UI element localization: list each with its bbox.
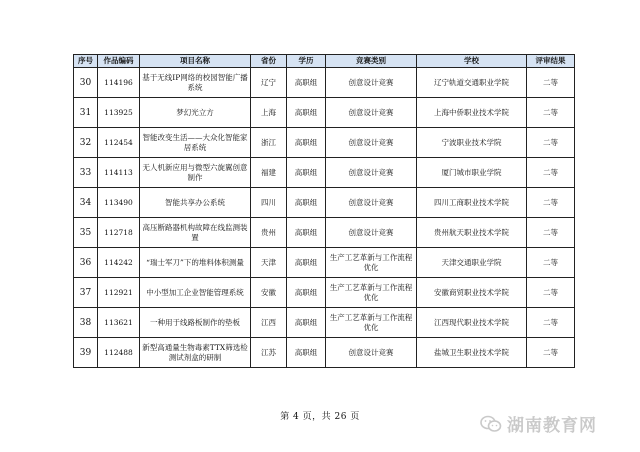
- cell-category: 生产工艺革新与工作流程优化: [326, 278, 417, 308]
- cell-province: 上海: [251, 98, 287, 128]
- cell-result: 二等: [527, 98, 575, 128]
- cell-project: 梦幻光立方: [140, 98, 251, 128]
- cell-seq: 39: [74, 338, 98, 368]
- cell-province: 安徽: [251, 278, 287, 308]
- cell-project: 高压断路器机构故障在线监测装置: [140, 218, 251, 248]
- cell-level: 高职组: [287, 188, 326, 218]
- cell-province: 辽宁: [251, 68, 287, 98]
- cell-code: 113490: [98, 188, 140, 218]
- cell-project: 新型高通量生物毒素TTX筛选检测试剂盒的研制: [140, 338, 251, 368]
- cell-project: 基于无线IP网络的校园智能广播系统: [140, 68, 251, 98]
- header-project: 项目名称: [140, 55, 251, 68]
- cell-seq: 30: [74, 68, 98, 98]
- cell-school: 宁波职业技术学院: [417, 128, 527, 158]
- cell-code: 112454: [98, 128, 140, 158]
- watermark: [480, 411, 597, 436]
- header-result: 评审结果: [527, 55, 575, 68]
- cell-code: 112718: [98, 218, 140, 248]
- cell-result: 二等: [527, 308, 575, 338]
- cell-seq: 33: [74, 158, 98, 188]
- cell-school: 安徽商贸职业技术学院: [417, 278, 527, 308]
- table-row: [74, 158, 575, 188]
- cell-category: 创意设计竞赛: [326, 188, 417, 218]
- cell-code: 114242: [98, 248, 140, 278]
- table-row: [74, 188, 575, 218]
- cell-seq: 32: [74, 128, 98, 158]
- cell-seq: 31: [74, 98, 98, 128]
- cell-school: 江西现代职业技术学院: [417, 308, 527, 338]
- cell-province: 浙江: [251, 128, 287, 158]
- table-row: [74, 308, 575, 338]
- cell-category: 创意设计竞赛: [326, 128, 417, 158]
- cell-category: 创意设计竞赛: [326, 68, 417, 98]
- cell-province: 天津: [251, 248, 287, 278]
- cell-result: 二等: [527, 218, 575, 248]
- cell-school: 辽宁轨道交通职业学院: [417, 68, 527, 98]
- cell-level: 高职组: [287, 98, 326, 128]
- cell-result: 二等: [527, 188, 575, 218]
- cell-code: 112488: [98, 338, 140, 368]
- cell-result: 二等: [527, 128, 575, 158]
- cell-category: 生产工艺革新与工作流程优化: [326, 308, 417, 338]
- cell-project: 无人机新应用与微型六旋翼创意制作: [140, 158, 251, 188]
- cell-category: 创意设计竞赛: [326, 158, 417, 188]
- header-seq: 序号: [74, 55, 98, 68]
- table-row: [74, 248, 575, 278]
- cell-level: 高职组: [287, 308, 326, 338]
- cell-project: 智能改变生活——大众化智能家居系统: [140, 128, 251, 158]
- table-row: [74, 338, 575, 368]
- cell-seq: 38: [74, 308, 98, 338]
- table-row: [74, 278, 575, 308]
- header-level: 学历: [287, 55, 326, 68]
- cell-level: 高职组: [287, 338, 326, 368]
- cell-category: 创意设计竞赛: [326, 98, 417, 128]
- table-row: [74, 218, 575, 248]
- table-row: [74, 68, 575, 98]
- cell-school: 厦门城市职业学院: [417, 158, 527, 188]
- cell-level: 高职组: [287, 248, 326, 278]
- cell-result: 二等: [527, 248, 575, 278]
- cell-result: 二等: [527, 158, 575, 188]
- page-number: 第 4 页，共 26 页: [280, 412, 360, 422]
- cell-level: 高职组: [287, 128, 326, 158]
- cell-project: “瑞士军刀”下的堆料体积测量: [140, 248, 251, 278]
- watermark-text: 湖南教育网: [507, 416, 597, 436]
- cell-category: 创意设计竞赛: [326, 338, 417, 368]
- cell-school: 四川工商职业技术学院: [417, 188, 527, 218]
- cell-seq: 35: [74, 218, 98, 248]
- cell-seq: 37: [74, 278, 98, 308]
- table-header-row: [74, 55, 575, 68]
- header-school: 学校: [417, 55, 527, 68]
- cell-school: 上海中侨职业技术学院: [417, 98, 527, 128]
- cell-seq: 36: [74, 248, 98, 278]
- cell-result: 二等: [527, 338, 575, 368]
- cell-school: 贵州航天职业技术学院: [417, 218, 527, 248]
- cell-category: 创意设计竞赛: [326, 218, 417, 248]
- awards-table: [73, 54, 575, 368]
- header-code: 作品编码: [98, 55, 140, 68]
- cell-code: 112921: [98, 278, 140, 308]
- cell-project: 一种用于线路板制作的垫板: [140, 308, 251, 338]
- cell-province: 江苏: [251, 338, 287, 368]
- cell-code: 113925: [98, 98, 140, 128]
- cell-level: 高职组: [287, 158, 326, 188]
- cell-category: 生产工艺革新与工作流程优化: [326, 248, 417, 278]
- cell-seq: 34: [74, 188, 98, 218]
- cell-level: 高职组: [287, 278, 326, 308]
- cell-level: 高职组: [287, 218, 326, 248]
- table-row: [74, 98, 575, 128]
- cell-province: 江西: [251, 308, 287, 338]
- cell-result: 二等: [527, 68, 575, 98]
- cell-province: 贵州: [251, 218, 287, 248]
- cell-level: 高职组: [287, 68, 326, 98]
- cell-province: 福建: [251, 158, 287, 188]
- cell-code: 114196: [98, 68, 140, 98]
- header-province: 省份: [251, 55, 287, 68]
- cell-code: 113621: [98, 308, 140, 338]
- table-row: [74, 128, 575, 158]
- table-body: [74, 68, 575, 368]
- cell-school: 天津交通职业学院: [417, 248, 527, 278]
- cell-project: 智能共享办公系统: [140, 188, 251, 218]
- cell-school: 盐城卫生职业技术学院: [417, 338, 527, 368]
- cell-result: 二等: [527, 278, 575, 308]
- header-category: 竞赛类别: [326, 55, 417, 68]
- cell-code: 114113: [98, 158, 140, 188]
- cell-project: 中小型加工企业智能管理系统: [140, 278, 251, 308]
- wechat-icon: [480, 415, 502, 433]
- cell-province: 四川: [251, 188, 287, 218]
